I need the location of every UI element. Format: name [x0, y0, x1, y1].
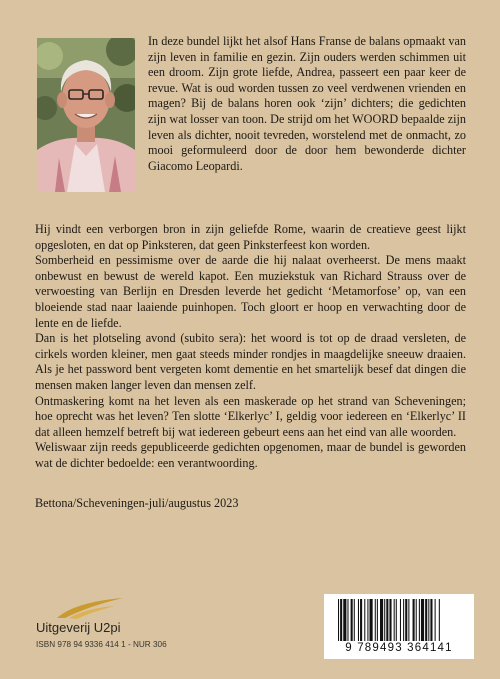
barcode-bar [358, 599, 359, 641]
barcode-bar [396, 599, 397, 641]
barcode-bar [400, 599, 401, 641]
barcode-bar [364, 599, 365, 641]
barcode-bar [394, 599, 395, 641]
swoosh-icon [55, 596, 125, 620]
barcode-bar [377, 599, 378, 641]
barcode-bar [421, 599, 424, 641]
barcode-bar [428, 599, 429, 641]
paragraph: Weliswaar zijn reeds gepubliceerde gedichten opgenomen, maar de bundel is geworden wat de dichter bedoelde: een verantwoording. [35, 440, 466, 470]
barcode-bar [370, 599, 373, 641]
barcode-bar [338, 599, 339, 641]
barcode-bar [354, 599, 355, 641]
isbn-nur-line: ISBN 978 94 9336 414 1 - NUR 306 [36, 640, 167, 649]
barcode-bar [413, 599, 415, 641]
barcode-bar [384, 599, 385, 641]
author-photo [37, 38, 135, 192]
barcode-bar [430, 599, 432, 641]
barcode-bar [408, 599, 409, 641]
barcode-bar [419, 599, 420, 641]
barcode-digits: 9 789493 364141 [345, 642, 453, 654]
isbn-barcode [324, 594, 474, 659]
barcode-bar [351, 599, 353, 641]
publisher-name: Uitgeverij U2pi [36, 620, 121, 635]
paragraph: Hij vindt een verborgen bron in zijn geliefde Rome, waarin de creatieve geest lijkt opgesloten, en dat op Pinksteren, dat geen Pinksterfeest kon worden. [35, 222, 466, 252]
barcode-bar [389, 599, 391, 641]
barcode-bar [343, 599, 346, 641]
blurb-body [35, 222, 466, 472]
barcode-bar [435, 599, 436, 641]
barcode-bars [332, 599, 466, 641]
intro-paragraph: In deze bundel lijkt het alsof Hans Franse de balans opmaakt van zijn leven in familie en gezin. Zijn ouders werden schimmen uit een droom. Zijn grote liefde, Andrea, passeert een paar keer de revue. Wat is oud worden tussen zo veel verdwenen vrienden en magen? Bij de balans horen ook ‘zijn’ dichters; die gedichten zijn wat losser van toon. De strijd om het WOORD bepaalde zijn leven als dichter, nooit tevreden, worstelend met de onmacht, zo mooi geformuleerd door de door hem bewonderde dichter Giacomo Leopardi. [148, 34, 466, 173]
barcode-bar [425, 599, 427, 641]
barcode-bar [347, 599, 348, 641]
barcode-bar [340, 599, 342, 641]
barcode-bar [375, 599, 376, 641]
barcode-bar [360, 599, 362, 641]
place-date-signature: Bettona/Scheveningen-juli/augustus 2023 [35, 496, 239, 510]
paragraph: Somberheid en pessimisme over de aarde die hij nalaat overheerst. De mens maakt onbewust en bewust de wereld kapot. Een muziekstuk van Richard Strauss over de verwoesting van Berlijn en Dresden leverde het gedicht ‘Metamorfose’ op, van een bloeiende stad naar laaiende puinhopen. Toch gloort er hoop en verwachting door de lente en de liefde. [35, 253, 466, 330]
barcode-bar [405, 599, 407, 641]
paragraph: Dan is het plotseling avond (subito sera): het woord is tot op de draad versleten, de cirkels worden kleiner, men gaat steeds minder rondjes in maagdelijke sneeuw draaien. Als je het password bent vergeten komt dementie en het smartelijk besef dat dingen die mensen maken langer leven dan mensen zelf. [35, 331, 466, 392]
barcode-bar [386, 599, 388, 641]
barcode-bar [367, 599, 368, 641]
paragraph: Ontmaskering komt na het leven als een maskerade op het strand van Scheveningen; hoe oprecht was het leven? Ten slotte ‘Elkerlyc’ I, geldig voor iedereen en ‘Elkerlyc’ II dat alleen hemzelf betreft bij wat iedereen gebeurt eens aan het eind van alle woorden. [35, 393, 466, 439]
barcode-bar [380, 599, 383, 641]
barcode-bar [439, 599, 440, 641]
barcode-bar [416, 599, 417, 641]
barcode-bar [403, 599, 404, 641]
